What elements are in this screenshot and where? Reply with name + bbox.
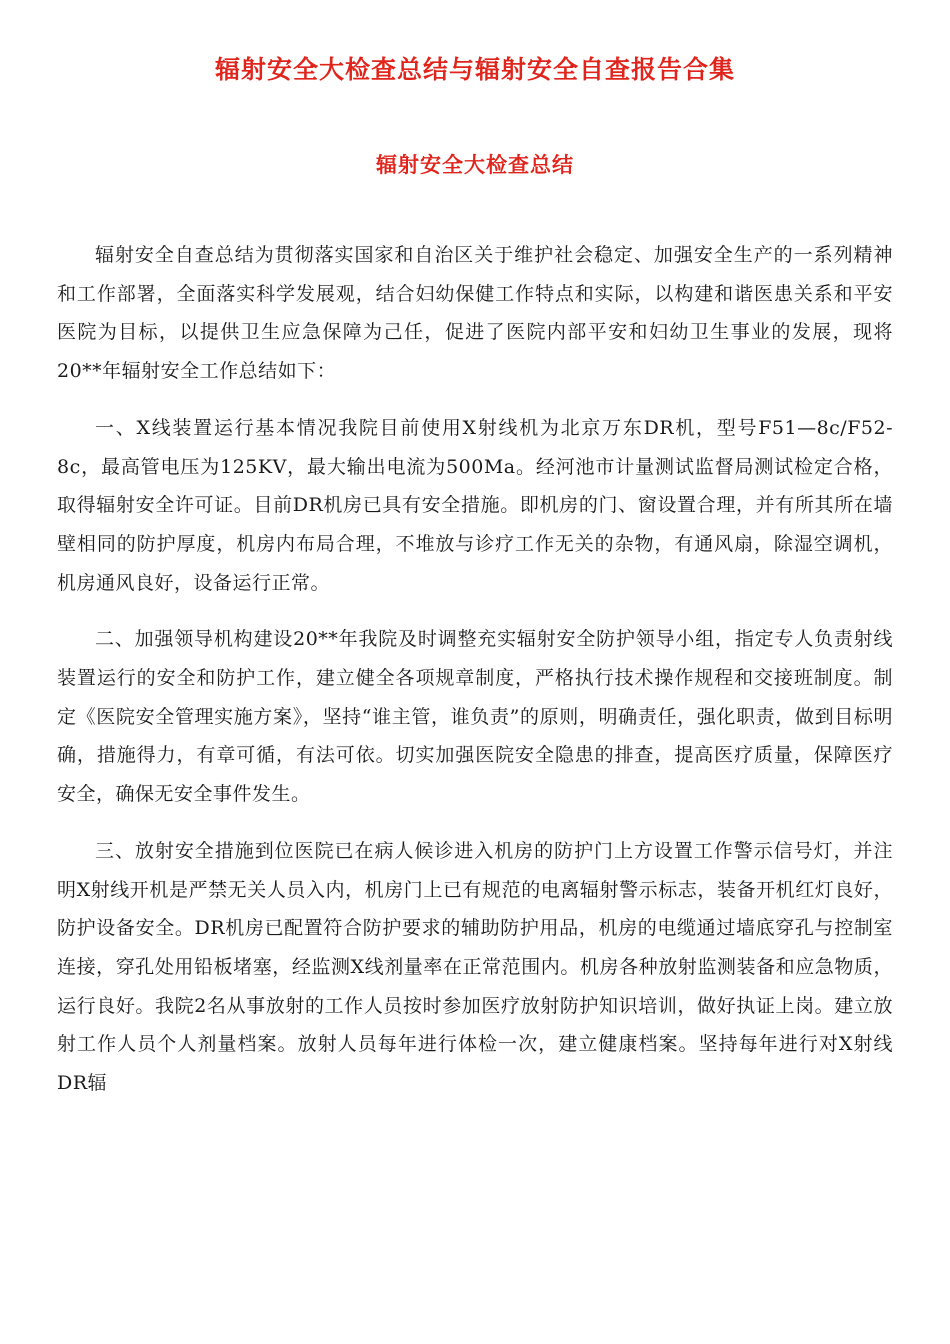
paragraph-intro: 辐射安全自查总结为贯彻落实国家和自治区关于维护社会稳定、加强安全生产的一系列精神和工作部署，全面落实科学发展观，结合妇幼保健工作特点和实际，以构建和谐医患关系和平安医院为目标，以提供卫生应急保障为己任，促进了医院内部平安和妇幼卫生事业的发展，现将20**年辐射安全工作总结如下： xyxy=(57,244,893,383)
document-title: 辐射安全大检查总结与辐射安全自查报告合集 xyxy=(214,55,735,84)
document-body xyxy=(57,236,893,1121)
paragraph-leadership: 二、加强领导机构建设20**年我院及时调整充实辐射安全防护领导小组，指定专人负责射线装置运行的安全和防护工作，建立健全各项规章制度，严格执行技术操作规程和交接班制度。制定《医院安全管理实施方案》，坚持“谁主管，谁负责”的原则，明确责任，强化职责，做到目标明确，措施得力，有章可循，有法可依。切实加强医院安全隐患的排查，提高医疗质量，保障医疗安全，确保无安全事件发生。 xyxy=(57,628,893,806)
section-title: 辐射安全大检查总结 xyxy=(376,152,574,177)
paragraph-safety-measures: 三、放射安全措施到位医院已在病人候诊进入机房的防护门上方设置工作警示信号灯，并注明X射线开机是严禁无关人员入内，机房门上已有规范的电离辐射警示标志，装备开机红灯良好，防护设备安全。DR机房已配置符合防护要求的辅助防护用品，机房的电缆通过墙底穿孔与控制室连接，穿孔处用铅板堵塞，经监测X线剂量率在正常范围内。机房各种放射监测装备和应急物质，运行良好。我院2名从事放射的工作人员按时参加医疗放射防护知识培训，做好执证上岗。建立放射工作人员个人剂量档案。放射人员每年进行体检一次，建立健康档案。坚持每年进行对X射线DR辐 xyxy=(57,839,893,1095)
paragraph-xray-equipment: 一、X线装置运行基本情况我院目前使用X射线机为北京万东DR机，型号F51—8c/F52-8c，最高管电压为125KV，最大输出电流为500Ma。经河池市计量测试监督局测试检定合格，取得辐射安全许可证。目前DR机房已具有安全措施。即机房的门、窗设置合理，并有所其所在墙壁相同的防护厚度，机房内布局合理，不堆放与诊疗工作无关的杂物，有通风扇，除湿空调机，机房通风良好，设备运行正常。 xyxy=(57,416,893,594)
